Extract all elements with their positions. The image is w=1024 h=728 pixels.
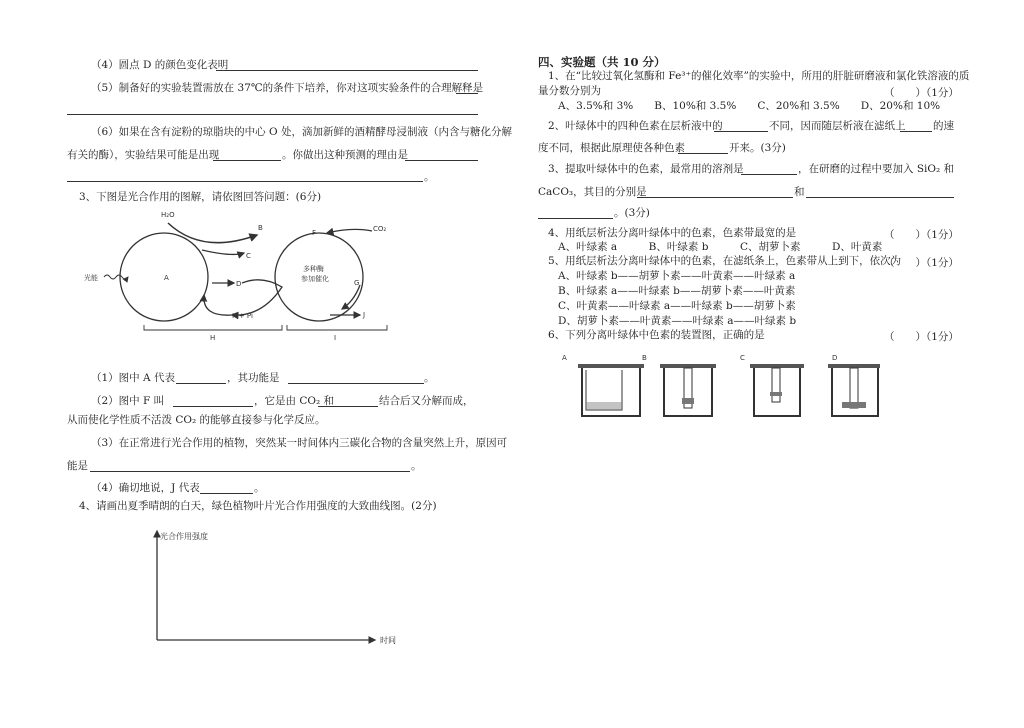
blank-line[interactable] — [538, 218, 613, 219]
blank-line[interactable] — [213, 160, 281, 161]
blank-line[interactable] — [216, 70, 478, 71]
period: 。 — [424, 171, 435, 183]
right-q5-option-c: C、叶黄素——叶绿素 a——叶绿素 b——胡萝卜素 — [558, 300, 796, 312]
blank-line[interactable] — [678, 153, 728, 154]
right-q1-options: A、3.5%和 3% B、10%和 3.5% C、20%和 3.5% D、20%和 10% — [558, 100, 941, 112]
right-q3-line2a: CaCO₃，其目的分别是 — [538, 186, 647, 198]
blank-line[interactable] — [714, 131, 768, 132]
left-s2b: ，它是由 CO₂ 和 — [254, 395, 335, 407]
label-h: H — [210, 334, 216, 342]
left-q4-title: 4、请画出夏季晴朗的白天，绿色植物叶片光合作用强度的大致曲线图。(2分) — [79, 500, 437, 512]
beaker-label-a: A — [562, 354, 567, 362]
left-s3b: 能是 — [67, 460, 88, 472]
label-i: I — [334, 334, 337, 342]
right-q5-option-b: B、叶绿素 a——叶绿素 b——胡萝卜素——叶黄素 — [558, 285, 796, 297]
blank-line[interactable] — [176, 383, 226, 384]
right-q5-line: 5、用纸层析法分离叶绿体中的色素，在滤纸条上，色素带从上到下，依次为 — [548, 255, 902, 267]
left-s2a: （2）图中 F 叫 — [91, 395, 165, 407]
answer-paren[interactable]: （ ）（1分） — [884, 331, 959, 343]
g-arrow — [342, 285, 360, 309]
kpi-arrow — [204, 295, 232, 315]
graph-x-label: 时间 — [380, 636, 396, 645]
beaker-label-d: D — [832, 354, 838, 362]
blank-line[interactable] — [200, 493, 253, 494]
blank-line[interactable] — [67, 181, 423, 182]
right-q4-line: 4、用纸层析法分离叶绿体中的色素，色素带最宽的是 — [548, 227, 797, 239]
right-q3-line2b: 和 — [794, 186, 805, 198]
right-q2-line2b: 开来。(3分) — [729, 142, 786, 154]
left-q5-text: （5）制备好的实验装置需放在 37℃的条件下培养，你对这项实验条件的合理解释是 — [91, 82, 484, 94]
c-arrow — [202, 250, 244, 254]
beaker-a[interactable] — [562, 354, 644, 416]
label-kpi: K + Pi — [232, 312, 253, 320]
left-s2c: 结合后又分解而成， — [379, 395, 474, 407]
photosynthesis-diagram — [82, 205, 412, 345]
period: 。 — [424, 372, 435, 384]
graph-y-label: 光合作用强度 — [160, 532, 208, 541]
label-g: G — [354, 279, 360, 287]
label-a: A — [164, 274, 169, 282]
section-title: 四、实验题（共 10 分） — [538, 55, 666, 69]
left-q6-text-2a: 有关的酶），实验结果可能是出现 — [67, 149, 220, 161]
label-h2o: H₂O — [161, 211, 175, 219]
blank-line[interactable] — [741, 174, 797, 175]
bracket-i — [287, 325, 387, 330]
beaker-c[interactable] — [740, 354, 804, 416]
left-s2d: 从而使化学性质不活泼 CO₂ 的能够直接参与化学反应。 — [67, 414, 326, 426]
label-d: D — [236, 280, 242, 288]
left-s1a: （1）图中 A 代表 — [91, 372, 175, 384]
right-q6-line: 6、下列分离叶绿体中色素的装置图，正确的是 — [548, 329, 765, 341]
co2-arrow — [327, 229, 372, 233]
right-q3-line1b: ，在研磨的过程中要加入 SiO₂ 和 — [798, 163, 955, 175]
beaker-diagrams — [560, 352, 880, 422]
label-enzyme-2: 参加催化 — [301, 275, 329, 283]
answer-paren[interactable]: （ ）（1分） — [884, 87, 959, 99]
left-q4-text: （4）圆点 D 的颜色变化表明 — [91, 59, 229, 71]
left-q6-text-1: （6）如果在含有淀粉的琼脂块的中心 O 处，滴加新鲜的酒精酵母浸制液（内含与糖化分解 — [91, 126, 512, 138]
right-q4-options: A、叶绿素 a B、叶绿素 b C、胡萝卜素 D、叶黄素 — [558, 241, 883, 253]
right-q2-line1c: 的速 — [933, 120, 954, 132]
left-q3-title: 3、下图是光合作用的图解，请依图回答问题：(6分) — [79, 191, 322, 203]
bracket-h — [144, 325, 282, 330]
label-co2: CO₂ — [373, 225, 387, 233]
right-q2-line1b: 不同，因而随层析液在滤纸上 — [769, 120, 906, 132]
left-q6-text-2b: 。你做出这种预测的理由是 — [282, 149, 408, 161]
period: 。 — [411, 460, 422, 472]
right-q5-option-a: A、叶绿素 b——胡萝卜素——叶黄素——叶绿素 a — [558, 270, 796, 282]
blank-line[interactable] — [405, 160, 478, 161]
h2o-arrow — [168, 223, 257, 243]
answer-paren[interactable]: （ ）（1分） — [884, 229, 959, 241]
blank-line[interactable] — [456, 93, 478, 94]
left-s1b: ，其功能是 — [227, 372, 280, 384]
blank-line[interactable] — [637, 197, 793, 198]
blank-line[interactable] — [806, 197, 954, 198]
label-j: J — [363, 311, 366, 319]
blank-line[interactable] — [288, 383, 424, 384]
right-q1-line1: 1、在“比较过氧化氢酶和 Fe³⁺的催化效率”的实验中，所用的肝脏研磨液和氯化铁溶液的质 — [548, 70, 970, 82]
blank-line[interactable] — [173, 406, 253, 407]
answer-paren[interactable]: （ ）（1分） — [884, 257, 959, 269]
beaker-d[interactable] — [828, 354, 880, 416]
right-q5-option-d: D、胡萝卜素——叶黄素——叶绿素 a——叶绿素 b — [558, 315, 797, 327]
blank-graph[interactable] — [150, 525, 410, 655]
right-q2-line1a: 2、叶绿体中的四种色素在层析液中的 — [548, 120, 723, 132]
left-s3a: （3）在正常进行光合作用的植物，突然某一时间体内三碳化合物的含量突然上升，原因可 — [91, 437, 508, 449]
beaker-b[interactable] — [642, 354, 716, 416]
blank-line[interactable] — [318, 406, 378, 407]
light-wave — [104, 275, 128, 279]
period: 。 — [254, 482, 265, 494]
blank-line[interactable] — [90, 471, 410, 472]
blank-line[interactable] — [900, 131, 932, 132]
beaker-label-c: C — [740, 354, 745, 362]
label-light: 光能 — [84, 274, 98, 282]
label-c: C — [246, 252, 251, 260]
label-b: B — [258, 224, 263, 232]
label-f: F — [312, 229, 317, 237]
right-q3-line3: 。(3分) — [614, 207, 650, 219]
beaker-label-b: B — [642, 354, 647, 362]
right-q3-line1a: 3、提取叶绿体中的色素，最常用的溶剂是 — [548, 163, 744, 175]
blank-line[interactable] — [67, 114, 478, 115]
right-q2-line2a: 度不同，根据此原理使各种色素 — [538, 142, 685, 154]
right-q1-line2: 量分数分别为 — [538, 85, 601, 97]
label-enzyme-1: 多种酶 — [303, 265, 324, 273]
left-s4a: （4）确切地说，J 代表 — [91, 482, 200, 494]
